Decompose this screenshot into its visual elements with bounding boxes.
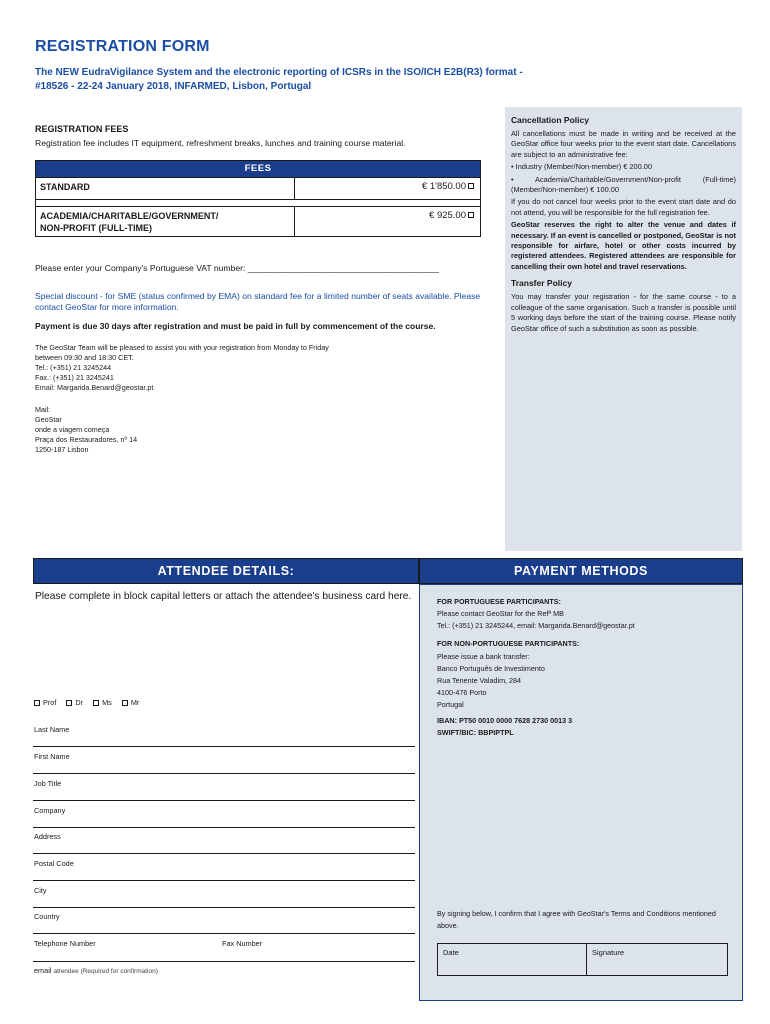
title-options: [34, 698, 139, 707]
bank-details: Please issue a bank transfer: Banco Português de Investimento Rua Tenente Valadim, 284 4100-476 Porto Portugal: [437, 652, 545, 709]
postal-code-label: Postal Code: [34, 859, 74, 868]
first-name-field[interactable]: [33, 773, 415, 774]
npt-participants-title: FOR NON-PORTUGUESE PARTICIPANTS:: [437, 639, 580, 648]
course-subtitle: The NEW EudraVigilance System and the electronic reporting of ICSRs in the ISO/ICH E2B(R3) format - #18526 - 22-24 January 2018, INFARMED, Lisbon, Portugal: [35, 67, 523, 92]
signature-field[interactable]: Signature: [586, 944, 727, 975]
contact-info: The GeoStar Team will be pleased to assist you with your registration from Monday to Friday between 09:30 and 18:30 CET. Tel.: (+351) 21 3245244 Fax.: (+351) 21 3245241 Email: Margarida.Benard@geostar.pt: [35, 343, 329, 392]
signature-table: [437, 943, 728, 976]
fee-row-academia: [36, 206, 480, 236]
policy-panel: Cancellation Policy All cancellations must be made in writing and be received at the GeoStar office four weeks prior to the event start date. Cancellations are subject to an administrative fee: • Industry (Member/Non-member) € 200.00 • Academia/Charitable/Government/Non-profit (Full-time) (Member/Non-member) € 100.00 If you do not cancel four weeks prior to the event start date and do not attend, you will be responsible for the full registration fee. GeoStar reserves the right to alter the venue and dates if necessary. If an event is cancelled or postponed, GeoStar is not responsible for airfare, hotel or other costs incurred by registered attendees. Registered attendees are responsible for cancelling their own hotel and travel reservations. Transfer Policy You may transfer your registration - for the same course - to a colleague of the same organisation. Such a transfer is possible until 5 working days before the start of the training course. Please notify GeoStar office of such a substitution as soon as possible.: [505, 107, 742, 551]
fee-academia-checkbox[interactable]: [468, 212, 474, 218]
fees-table-header: FEES: [36, 161, 480, 177]
fax-label: Fax Number: [222, 939, 263, 948]
payment-due-note: Payment is due 30 days after registration and must be paid in full by commencement of the course.: [35, 321, 436, 331]
company-field[interactable]: [33, 827, 415, 828]
postal-code-field[interactable]: [33, 880, 415, 881]
page-title: REGISTRATION FORM: [35, 38, 210, 55]
fees-note: Registration fee includes IT equipment, refreshment breaks, lunches and training course material.: [35, 138, 406, 148]
discount-note: Special discount - for SME (status confirmed by EMA) on standard fee for a limited number of seats available. Please contact GeoStar for more information.: [35, 291, 481, 312]
pt-line-1: Please contact GeoStar for the Refª MB: [437, 609, 564, 618]
iban: IBAN: PT50 0010 0000 7628 2730 0013 3: [437, 716, 573, 725]
payment-heading: PAYMENT METHODS: [419, 558, 743, 584]
title-mr[interactable]: Mr: [122, 698, 140, 707]
last-name-label: Last Name: [34, 725, 70, 734]
vat-field[interactable]: Please enter your Company's Portuguese VAT number: ________________________________________: [35, 263, 439, 273]
phone-fax-field[interactable]: [33, 961, 415, 962]
job-title-field[interactable]: [33, 800, 415, 801]
address-field[interactable]: [33, 853, 415, 854]
email-label: email attendee (Required for confirmation): [34, 966, 158, 975]
fee-label: ACADEMIA/CHARITABLE/GOVERNMENT/ NON-PROFIT (FULL-TIME): [36, 207, 295, 236]
fee-value: € 925.00: [295, 207, 480, 236]
first-name-label: First Name: [34, 752, 70, 761]
telephone-label: Telephone Number: [34, 939, 96, 948]
city-label: City: [34, 886, 47, 895]
title-ms[interactable]: Ms: [93, 698, 112, 707]
fees-table: [35, 160, 481, 237]
pt-line-2: Tel.: (+351) 21 3245244, email: Margarida.Benard@geostar.pt: [437, 621, 635, 630]
country-field[interactable]: [33, 933, 415, 934]
date-field[interactable]: Date: [443, 948, 459, 957]
fee-value: € 1'850.00: [295, 178, 480, 199]
cancellation-title: Cancellation Policy: [511, 115, 589, 125]
mail-address: Mail: GeoStar onde a viagem começa Praça dos Restauradores, nº 14 1250-187 Lisbon: [35, 405, 138, 454]
fees-heading: REGISTRATION FEES: [35, 124, 129, 134]
address-label: Address: [34, 832, 61, 841]
title-dr[interactable]: Dr: [66, 698, 83, 707]
pt-participants-title: FOR PORTUGUESE PARTICIPANTS:: [437, 597, 561, 606]
swift-bic: SWIFT/BIC: BBPIPTPL: [437, 728, 514, 737]
title-prof[interactable]: Prof: [34, 698, 56, 707]
country-label: Country: [34, 912, 60, 921]
transfer-title: Transfer Policy: [511, 278, 572, 289]
fee-row-standard: [36, 177, 480, 199]
last-name-field[interactable]: [33, 746, 415, 747]
city-field[interactable]: [33, 907, 415, 908]
terms-agreement: By signing below, I confirm that I agree with GeoStar's Terms and Conditions mentioned above.: [437, 909, 716, 930]
attendee-intro: Please complete in block capital letters or attach the attendee's business card here.: [35, 591, 412, 602]
fee-standard-checkbox[interactable]: [468, 183, 474, 189]
attendee-heading: ATTENDEE DETAILS:: [33, 558, 419, 584]
company-label: Company: [34, 806, 66, 815]
fee-label: STANDARD: [36, 178, 295, 199]
job-title-label: Job Title: [34, 779, 62, 788]
